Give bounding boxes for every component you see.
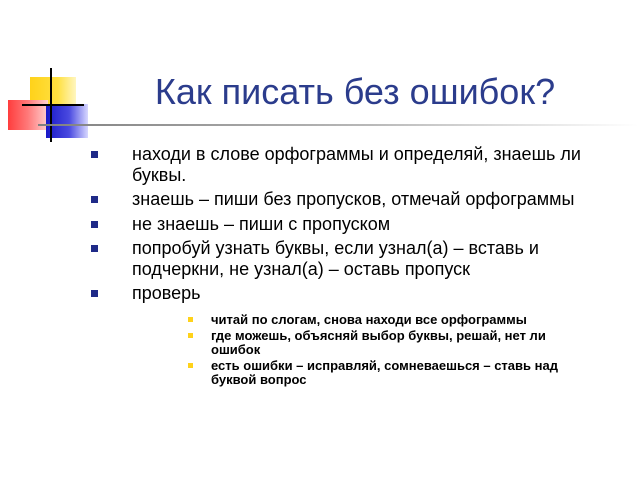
square-sub-bullet-icon	[188, 317, 193, 322]
list-item	[0, 214, 640, 235]
square-bullet-icon	[91, 245, 98, 252]
bullet-text: проверь	[132, 283, 201, 303]
sub-list-item	[12, 329, 626, 356]
sub-list-item	[12, 359, 626, 386]
sub-bullet-text: читай по слогам, снова находи все орфограммы	[211, 311, 527, 327]
sub-bullet-list	[12, 313, 626, 387]
list-item	[0, 189, 640, 210]
bullet-text: не знаешь – пиши с пропуском	[132, 213, 391, 234]
bullet-text: знаешь – пиши без пропусков, отмечай орфограммы	[132, 189, 575, 209]
square-bullet-icon	[91, 221, 98, 228]
sub-bullet-text: где можешь, объясняй выбор буквы, решай, нет ли ошибок	[211, 328, 546, 357]
bullet-text: находи в слове орфограммы и определяй, знаешь ли буквы.	[132, 144, 581, 185]
bullet-list	[0, 144, 640, 386]
square-bullet-icon	[91, 151, 98, 158]
sub-list-item	[12, 313, 626, 327]
list-item	[0, 238, 640, 279]
square-bullet-icon	[91, 196, 98, 203]
slide-content	[0, 144, 640, 390]
bullet-text: попробуй узнать буквы, если узнал(а) – вставь и подчеркни, не узнал(а) – оставь пропуск	[132, 238, 539, 279]
sub-bullet-text: есть ошибки – исправляй, сомневаешься – ставь над буквой вопрос	[211, 358, 558, 387]
list-item	[0, 283, 640, 386]
title-underline	[38, 124, 638, 126]
square-bullet-icon	[91, 290, 98, 297]
slide-title: Как писать без ошибок?	[154, 71, 556, 112]
square-sub-bullet-icon	[188, 363, 193, 368]
list-item	[0, 144, 640, 185]
square-sub-bullet-icon	[188, 333, 193, 338]
